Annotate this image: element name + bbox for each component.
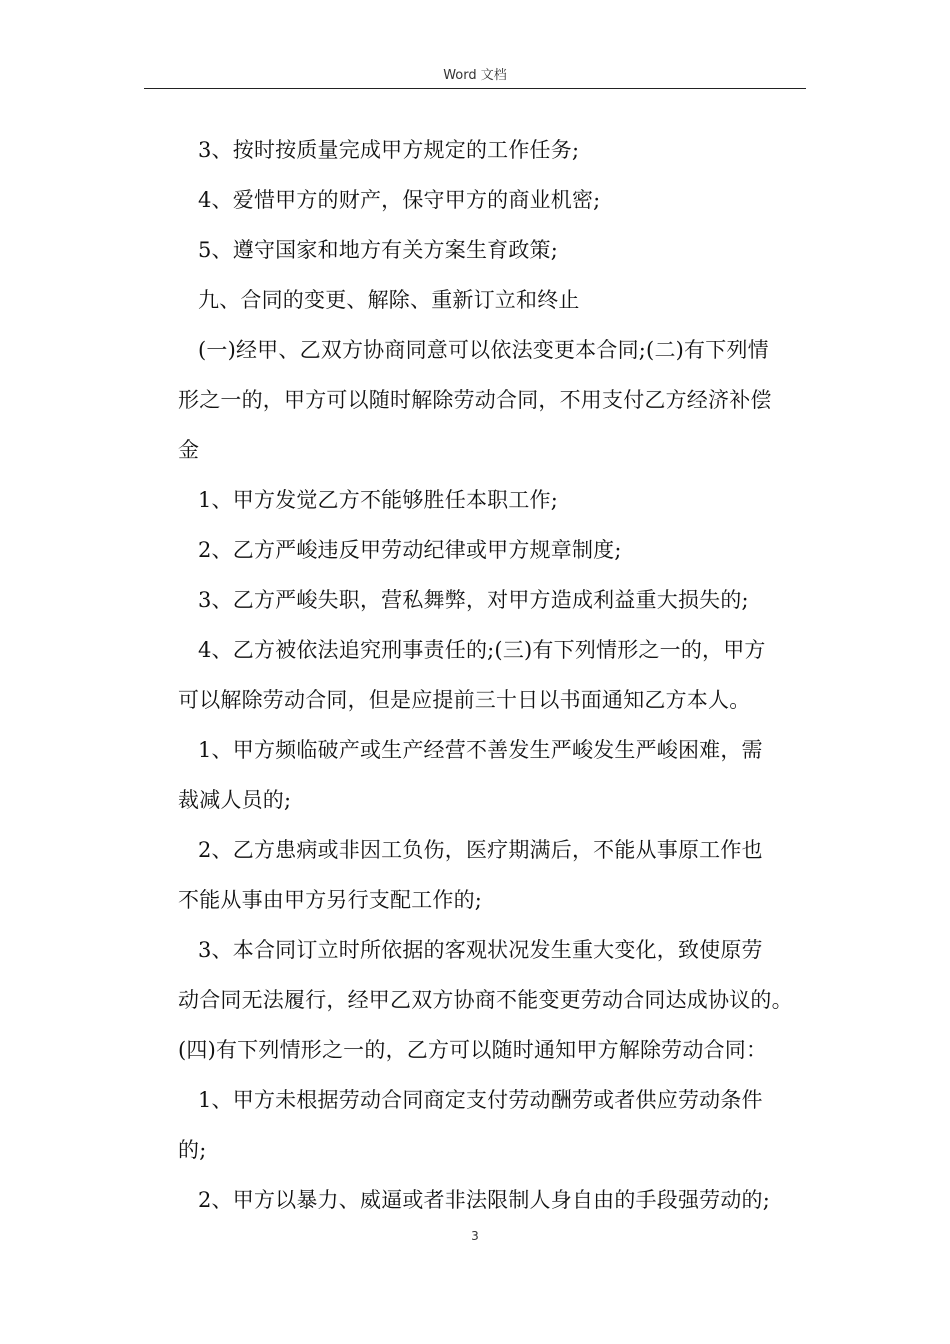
paragraph-line: (一)经甲、乙双方协商同意可以依法变更本合同;(二)有下列情 xyxy=(198,338,769,362)
paragraph-line: (四)有下列情形之一的，乙方可以随时通知甲方解除劳动合同： xyxy=(178,1038,768,1062)
page-number: 3 xyxy=(471,1229,479,1243)
document-body xyxy=(178,125,818,1225)
paragraph-line: 动合同无法履行，经甲乙双方协商不能变更劳动合同达成协议的。 xyxy=(178,988,793,1012)
paragraph-line: 不能从事由甲方另行支配工作的; xyxy=(178,888,483,912)
page-header: Word 文档 xyxy=(443,68,507,83)
paragraph-line: 的; xyxy=(178,1138,207,1162)
paragraph-line: 1、甲方发觉乙方不能够胜任本职工作; xyxy=(198,488,559,512)
paragraph-line: 4、乙方被依法追究刑事责任的;(三)有下列情形之一的，甲方 xyxy=(198,638,766,662)
paragraph-line: 2、乙方患病或非因工负伤，医疗期满后，不能从事原工作也 xyxy=(198,838,763,862)
paragraph-line: 金 xyxy=(178,438,200,462)
paragraph-line: 5、遵守国家和地方有关方案生育政策; xyxy=(198,238,559,262)
paragraph-line: 2、乙方严峻违反甲劳动纪律或甲方规章制度; xyxy=(198,538,622,562)
paragraph-line: 裁减人员的; xyxy=(178,788,292,812)
paragraph-line: 可以解除劳动合同，但是应提前三十日以书面通知乙方本人。 xyxy=(178,688,751,712)
paragraph-line: 1、甲方频临破产或生产经营不善发生严峻发生严峻困难，需 xyxy=(198,738,763,762)
header-rule xyxy=(144,88,806,89)
paragraph-line: 1、甲方未根据劳动合同商定支付劳动酬劳或者供应劳动条件 xyxy=(198,1088,763,1112)
paragraph-line: 3、本合同订立时所依据的客观状况发生重大变化，致使原劳 xyxy=(198,938,763,962)
paragraph-line: 3、按时按质量完成甲方规定的工作任务; xyxy=(198,138,580,162)
paragraph-line: 形之一的，甲方可以随时解除劳动合同，不用支付乙方经济补偿 xyxy=(178,388,772,412)
paragraph-line: 4、爱惜甲方的财产，保守甲方的商业机密; xyxy=(198,188,601,212)
paragraph-line: 2、甲方以暴力、威逼或者非法限制人身自由的手段强劳动的; xyxy=(198,1188,771,1212)
paragraph-line: 3、乙方严峻失职，营私舞弊，对甲方造成利益重大损失的; xyxy=(198,588,749,612)
section-heading: 九、合同的变更、解除、重新订立和终止 xyxy=(198,288,580,312)
